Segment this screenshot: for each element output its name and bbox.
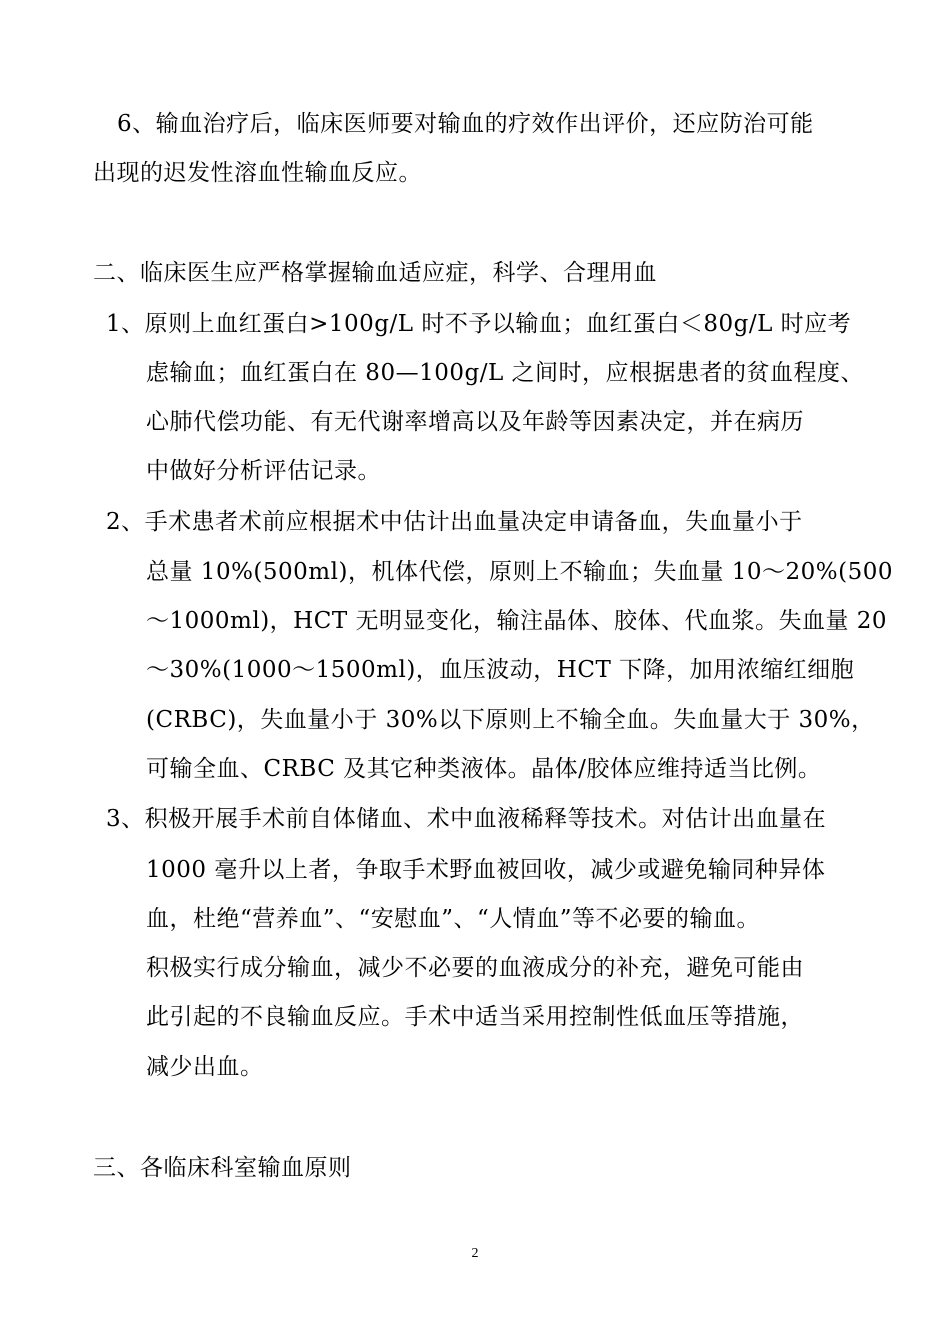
item1-line-3: 心肺代偿功能、有无代谢率增高以及年龄等因素决定，并在病历	[146, 409, 804, 435]
item2-line-3: ～1000ml)，HCT 无明显变化，输注晶体、胶体、代血浆。失血量 20	[146, 608, 888, 634]
item3-line-4: 积极实行成分输血，减少不必要的血液成分的补充，避免可能由	[146, 955, 804, 981]
item3-line-1: 3、积极开展手术前自体储血、术中血液稀释等技术。对估计出血量在	[106, 806, 827, 832]
para6-line-1: 6、输血治疗后，临床医师要对输血的疗效作出评价，还应防治可能	[117, 111, 814, 137]
item3-line-5: 此引起的不良输血反应。手术中适当采用控制性低血压等措施，	[146, 1004, 804, 1030]
section3-heading: 三、各临床科室输血原则	[93, 1155, 352, 1181]
page-number: 2	[471, 1246, 479, 1261]
item3-line-3: 血，杜绝“营养血”、“安慰血”、“人情血”等不必要的输血。	[146, 906, 761, 932]
item1-line-2: 虑输血；血红蛋白在 80—100g/L 之间时，应根据患者的贫血程度、	[146, 360, 865, 386]
item2-line-2: 总量 10%(500ml)，机体代偿，原则上不输血；失血量 10～20%(500	[146, 559, 894, 585]
item3-line-2: 1000 毫升以上者，争取手术野血被回收，减少或避免输同种异体	[146, 857, 826, 883]
item1-line-4: 中做好分析评估记录。	[146, 458, 381, 484]
section2-heading: 二、临床医生应严格掌握输血适应症，科学、合理用血	[93, 260, 657, 286]
para6-line-2: 出现的迟发性溶血性输血反应。	[93, 160, 422, 186]
item2-line-5: (CRBC)，失血量小于 30%以下原则上不输全血。失血量大于 30%，	[146, 707, 875, 733]
item2-line-1: 2、手术患者术前应根据术中估计出血量决定申请备血，失血量小于	[106, 509, 803, 535]
item2-line-6: 可输全血、CRBC 及其它种类液体。晶体/胶体应维持适当比例。	[146, 756, 822, 782]
item3-line-6: 减少出血。	[146, 1054, 264, 1080]
item1-line-1: 1、原则上血红蛋白>100g/L 时不予以输血；血红蛋白＜80g/L 时应考	[106, 311, 852, 337]
item2-line-4: ～30%(1000～1500ml)，血压波动，HCT 下降，加用浓缩红细胞	[146, 657, 855, 683]
